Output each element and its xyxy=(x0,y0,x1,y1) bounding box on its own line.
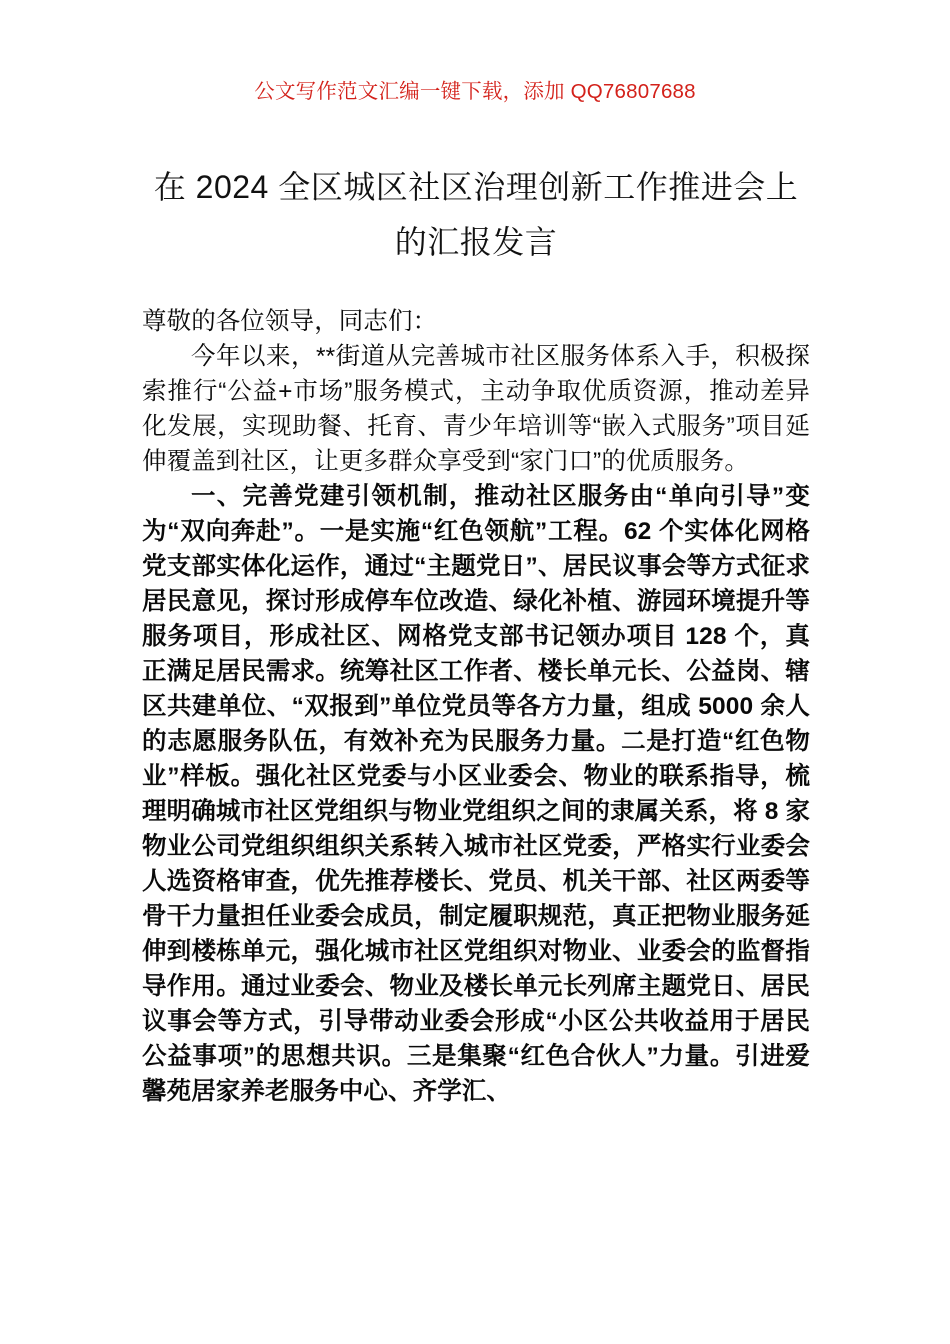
promo-watermark-text: 公文写作范文汇编一键下载，添加 QQ76807688 xyxy=(254,80,696,103)
salutation-line: 尊敬的各位领导，同志们： xyxy=(142,308,438,336)
page-title: 在 2024 全区城区社区治理创新工作推进会上的汇报发言 xyxy=(153,169,799,261)
document-body xyxy=(142,160,810,1109)
paragraph-section-one: 一、完善党建引领机制，推动社区服务由“单向引导”变为“双向奔赴”。一是实施“红色领航”工程。62 个实体化网格党支部实体化运作，通过“主题党日”、居民议事会等方式征求居民意见，探讨形成停车位改造、绿化补植、游园环境提升等服务项目，形成社区、网格党支部书记领办项目 128 个，真正满足居民需求。统筹社区工作者、楼长单元长、公益岗、辖区共建单位、“双报到”单位党员等各方力量，组成 5000 余人的志愿服务队伍，有效补充为民服务力量。二是打造“红色物业”样板。强化社区党委与小区业委会、物业的联系指导，梳理明确城市社区党组织与物业党组织之间的隶属关系，将 8 家物业公司党组织组织关系转入城市社区党委，严格实行业委会人选资格审查，优先推荐楼长、党员、机关干部、社区两委等骨干力量担任业委会成员，制定履职规范，真正把物业服务延伸到楼栋单元，强化城市社区党组织对物业、业委会的监督指导作用。通过业委会、物业及楼长单元长列席主题党日、居民议事会等方式，引导带动业委会形成“小区公共收益用于居民公益事项”的思想共识。三是集聚“红色合伙人”力量。引进爱馨苑居家养老服务中心、齐学汇、 xyxy=(142,483,810,1106)
paragraph-opening: 今年以来，**街道从完善城市社区服务体系入手，积极探索推行“公益+市场”服务模式，主动争取优质资源，推动差异化发展，实现助餐、托育、青少年培训等“嵌入式服务”项目延伸覆盖到社区，让更多群众享受到“家门口”的优质服务。 xyxy=(142,343,810,476)
